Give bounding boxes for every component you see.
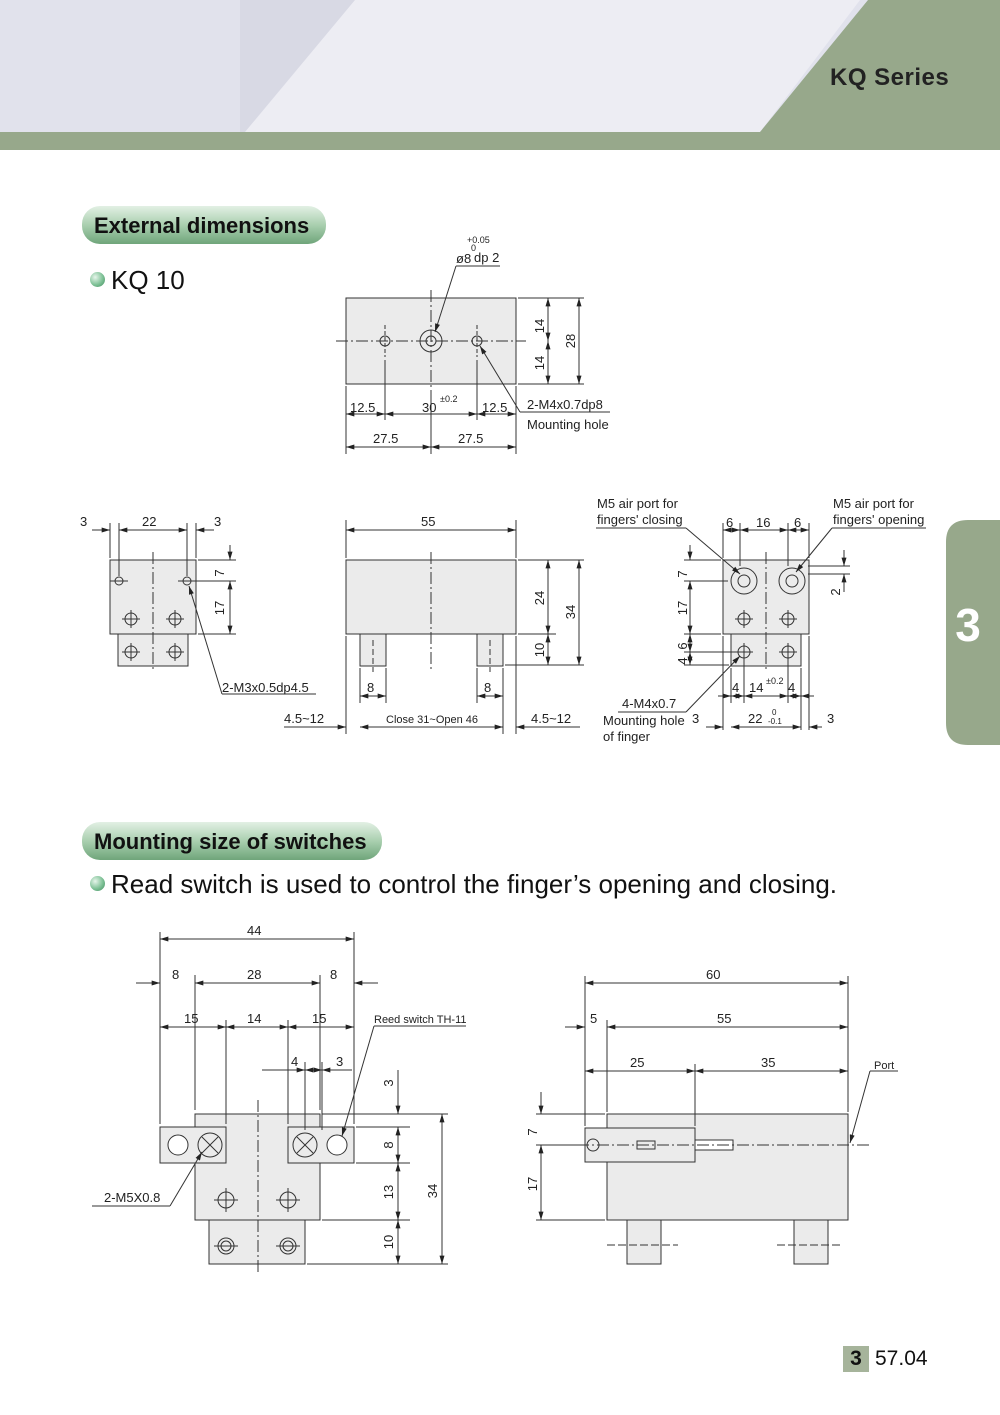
front-dim-24: 24: [532, 590, 547, 606]
top-dim-14b: 14: [532, 355, 547, 371]
sw-dim-44: 44: [247, 923, 262, 938]
port-dim-3a: 3: [692, 711, 700, 726]
sw-dim-14: 14: [247, 1011, 262, 1026]
front-stroke-mid: Close 31~Open 46: [386, 714, 479, 726]
reed-switch-label: Reed switch TH-11: [374, 1014, 467, 1026]
top-hole-dia: ø8: [456, 251, 472, 266]
switch-side-drawing: [92, 932, 466, 1275]
port-dim-22-tol-top: 0: [772, 708, 777, 717]
side-dim-3a: 3: [80, 514, 88, 529]
top-hole-label: 2-M4x0.7dp8: [527, 397, 603, 412]
front-view-drawing: [284, 520, 584, 734]
port-dim-17: 17: [675, 600, 690, 616]
front-dim-34: 34: [563, 604, 578, 620]
front-dim-10: 10: [532, 642, 547, 658]
sw2-dim-25: 25: [630, 1055, 645, 1070]
port-dim-14-tol: ±0.2: [766, 676, 784, 686]
sw-dim-8v: 8: [381, 1141, 396, 1149]
sw-dim-28: 28: [247, 967, 262, 982]
top-dim-30: 30: [422, 400, 437, 415]
switch-description: [90, 869, 837, 900]
series-title: KQ Series: [830, 64, 950, 91]
front-stroke-left: 4.5~12: [284, 711, 325, 726]
port-open-label-1: M5 air port for: [833, 496, 914, 511]
top-hole-tol-zero: 0: [471, 243, 477, 253]
sw2-dim-60: 60: [706, 967, 721, 982]
sw2-dim-35: 35: [761, 1055, 776, 1070]
port-dim-7: 7: [675, 570, 690, 578]
m5-port-label: 2-M5X0.8: [104, 1190, 161, 1205]
port-dim-4v: 4: [675, 657, 690, 665]
port-dim-6a: 6: [726, 515, 734, 530]
port-close-label-2: fingers' closing: [597, 512, 683, 527]
sw2-dim-7: 7: [525, 1128, 540, 1136]
port-dim-6: 6: [675, 642, 690, 650]
sw-dim-15b: 15: [312, 1011, 327, 1026]
sw-dim-15a: 15: [184, 1011, 199, 1026]
top-dim-125b: 12.5: [482, 400, 508, 415]
top-hole-depth: dp 2: [474, 250, 500, 265]
sw-dim-8a: 8: [172, 967, 180, 982]
finger-hole-label-1: 4-M4x0.7: [622, 696, 677, 711]
chapter-number: 3: [843, 1346, 869, 1372]
sw-dim-10: 10: [381, 1234, 396, 1250]
front-stroke-right: 4.5~12: [531, 711, 572, 726]
top-dim-30-tol: ±0.2: [440, 394, 458, 404]
sw2-port-label: Port: [874, 1060, 895, 1072]
page-number: 57.04: [875, 1347, 928, 1370]
sw2-dim-17: 17: [525, 1176, 540, 1192]
model-label: KQ 10: [111, 265, 185, 295]
top-dim-28: 28: [563, 333, 578, 349]
sw-dim-3v: 3: [381, 1079, 396, 1087]
sw-dim-34: 34: [425, 1183, 440, 1199]
port-dim-22: 22: [748, 711, 763, 726]
port-dim-16: 16: [756, 515, 771, 530]
top-dim-275a: 27.5: [373, 431, 399, 446]
side-dim-22: 22: [142, 514, 157, 529]
finger-hole-label-2: Mounting hole: [603, 713, 685, 728]
side-dim-7: 7: [212, 569, 227, 577]
sw2-dim-55: 55: [717, 1011, 732, 1026]
port-dim-22-tol-bot: -0.1: [768, 717, 782, 726]
side-hole-label: 2-M3x0.5dp4.5: [222, 680, 309, 695]
port-dim-14: 14: [749, 680, 764, 695]
front-dim-8a: 8: [367, 680, 375, 695]
port-dim-2: 2: [828, 588, 843, 596]
top-dim-14a: 14: [532, 318, 547, 334]
bullet-icon: [90, 272, 105, 287]
sw-dim-4: 4: [291, 1054, 299, 1069]
front-dim-8b: 8: [484, 680, 492, 695]
top-hole-label2: Mounting hole: [527, 417, 609, 432]
top-dim-125a: 12.5: [350, 400, 376, 415]
sw-dim-13: 13: [381, 1184, 396, 1200]
model-heading: [90, 265, 185, 296]
port-dim-4a: 4: [732, 680, 740, 695]
bullet-icon: [90, 876, 105, 891]
top-dim-275b: 27.5: [458, 431, 484, 446]
section-title-switches: Mounting size of switches: [94, 829, 367, 854]
side-dim-3b: 3: [214, 514, 222, 529]
finger-hole-label-3: of finger: [603, 729, 650, 744]
page-footer: [843, 1346, 928, 1372]
top-hole-tol-plus: +0.05: [467, 235, 490, 245]
front-dim-55: 55: [421, 514, 436, 529]
section-title-external: External dimensions: [94, 213, 310, 238]
port-close-label-1: M5 air port for: [597, 496, 678, 511]
port-dim-3b: 3: [827, 711, 835, 726]
chapter-tab-number: 3: [955, 599, 981, 651]
sw2-dim-5: 5: [590, 1011, 598, 1026]
switch-description-text: Read switch is used to control the finger’s opening and closing.: [111, 869, 838, 899]
port-dim-6b: 6: [794, 515, 802, 530]
side-dim-17: 17: [212, 600, 227, 616]
port-dim-4b: 4: [788, 680, 796, 695]
sw-dim-8b: 8: [330, 967, 338, 982]
sw-dim-3h: 3: [336, 1054, 344, 1069]
port-open-label-2: fingers' opening: [833, 512, 925, 527]
side-view-drawing: [92, 523, 316, 694]
